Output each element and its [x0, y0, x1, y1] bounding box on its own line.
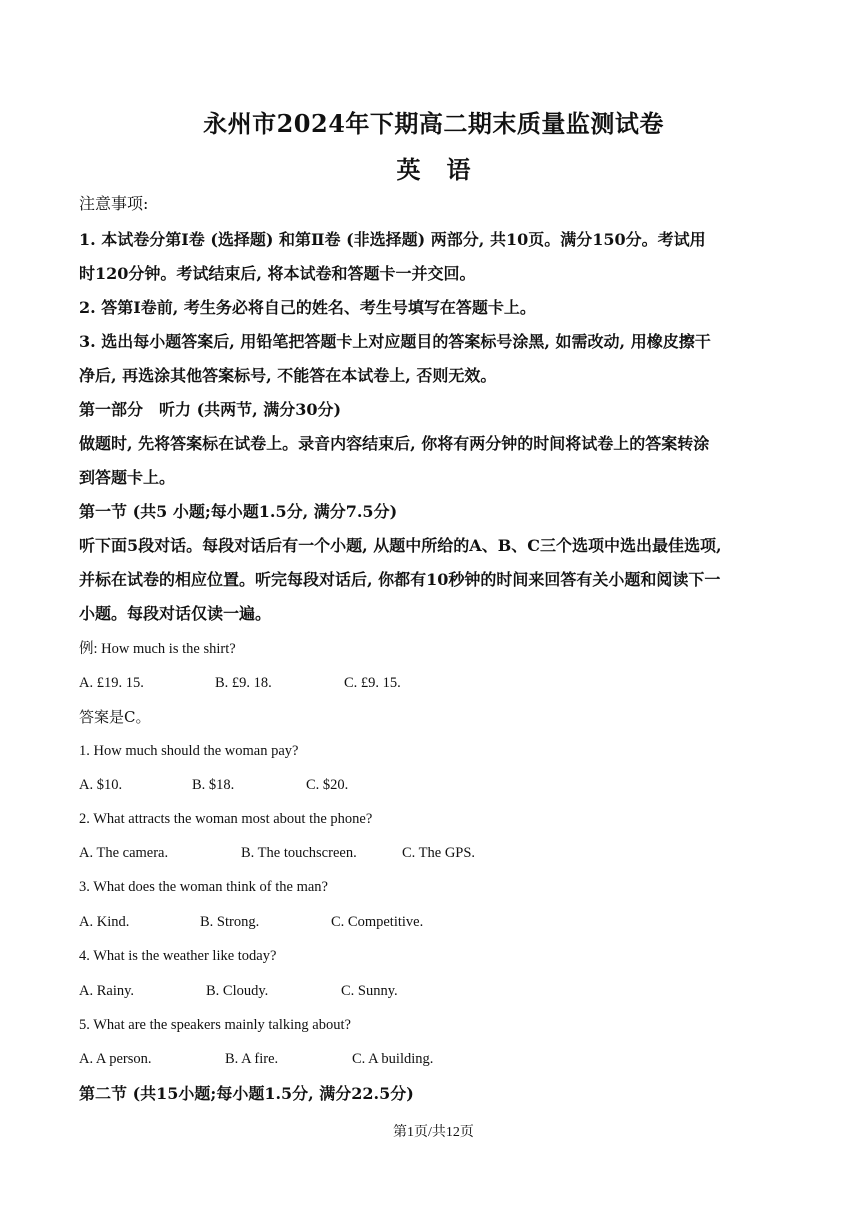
question-2-option-a: A. The camera. — [79, 845, 169, 861]
question-1-option-a: A. $10. — [79, 777, 123, 793]
question-1-option-c: C. $20. — [306, 777, 349, 793]
notes-heading: 注意事项: — [79, 194, 149, 213]
question-4-option-a: A. Rainy. — [79, 983, 135, 999]
question-3-option-a: A. Kind. — [79, 914, 130, 930]
notes-item-3-line-1: 3. 选出每小题答案后, 用铅笔把答题卡上对应题目的答案标号涂黑, 如需改动, 用橡皮擦干 — [79, 332, 711, 351]
question-3-option-b: B. Strong. — [200, 914, 260, 930]
part1-instruction-line-1: 做题时, 先将答案标在试卷上。录音内容结束后, 你将有两分钟的时间将试卷上的答案转涂 — [79, 434, 710, 453]
question-4-option-b: B. Cloudy. — [206, 983, 269, 999]
page-number: 第1页/共12页 — [393, 1125, 474, 1140]
question-1-option-b: B. $18. — [192, 777, 235, 793]
notes-item-1-line-2: 时120分钟。考试结束后, 将本试卷和答题卡一并交回。 — [79, 264, 476, 283]
question-5: 5. What are the speakers mainly talking about? — [79, 1017, 351, 1033]
exam-subject: 英语 — [396, 155, 497, 184]
part1-instruction-line-2: 到答题卡上。 — [79, 468, 176, 487]
notes-item-3-line-2: 净后, 再选涂其他答案标号, 不能答在本试卷上, 否则无效。 — [79, 366, 497, 385]
section1-instruction-line-2: 并标在试卷的相应位置。听完每段对话后, 你都有10秒钟的时间来回答有关小题和阅读下一 — [79, 570, 721, 589]
part1-heading: 第一部分 听力 (共两节, 满分30分) — [79, 400, 342, 419]
example-option-c: C. £9. 15. — [344, 675, 401, 691]
example-question: 例: How much is the shirt? — [79, 641, 236, 657]
question-2-option-c: C. The GPS. — [402, 845, 476, 861]
example-answer: 答案是C。 — [79, 708, 151, 726]
notes-item-1-line-1: 1. 本试卷分第Ⅰ卷 (选择题) 和第Ⅱ卷 (非选择题) 两部分, 共10页。满分150分。考试用 — [79, 230, 706, 249]
question-4-option-c: C. Sunny. — [341, 983, 398, 999]
question-3: 3. What does the woman think of the man? — [79, 879, 328, 895]
question-1: 1. How much should the woman pay? — [79, 743, 299, 759]
question-3-option-c: C. Competitive. — [331, 914, 424, 930]
question-2-option-b: B. The touchscreen. — [241, 845, 357, 861]
question-5-option-c: C. A building. — [352, 1051, 434, 1067]
notes-item-2: 2. 答第Ⅰ卷前, 考生务必将自己的姓名、考生号填写在答题卡上。 — [79, 298, 536, 317]
section2-heading: 第二节 (共15小题;每小题1.5分, 满分22.5分) — [79, 1084, 414, 1103]
exam-title: 永州市2024年下期高二期末质量监测试卷 — [203, 109, 664, 138]
question-5-option-b: B. A fire. — [225, 1051, 279, 1067]
question-5-option-a: A. A person. — [79, 1051, 152, 1067]
section1-instruction-line-1: 听下面5段对话。每段对话后有一个小题, 从题中所给的A、B、C三个选项中选出最佳选项, — [79, 536, 722, 555]
section1-instruction-line-3: 小题。每段对话仅读一遍。 — [79, 604, 272, 623]
question-2: 2. What attracts the woman most about the phone? — [79, 811, 373, 827]
section1-heading: 第一节 (共5 小题;每小题1.5分, 满分7.5分) — [79, 502, 398, 521]
example-option-b: B. £9. 18. — [215, 675, 272, 691]
example-option-a: A. £19. 15. — [79, 675, 144, 691]
question-4: 4. What is the weather like today? — [79, 948, 277, 964]
